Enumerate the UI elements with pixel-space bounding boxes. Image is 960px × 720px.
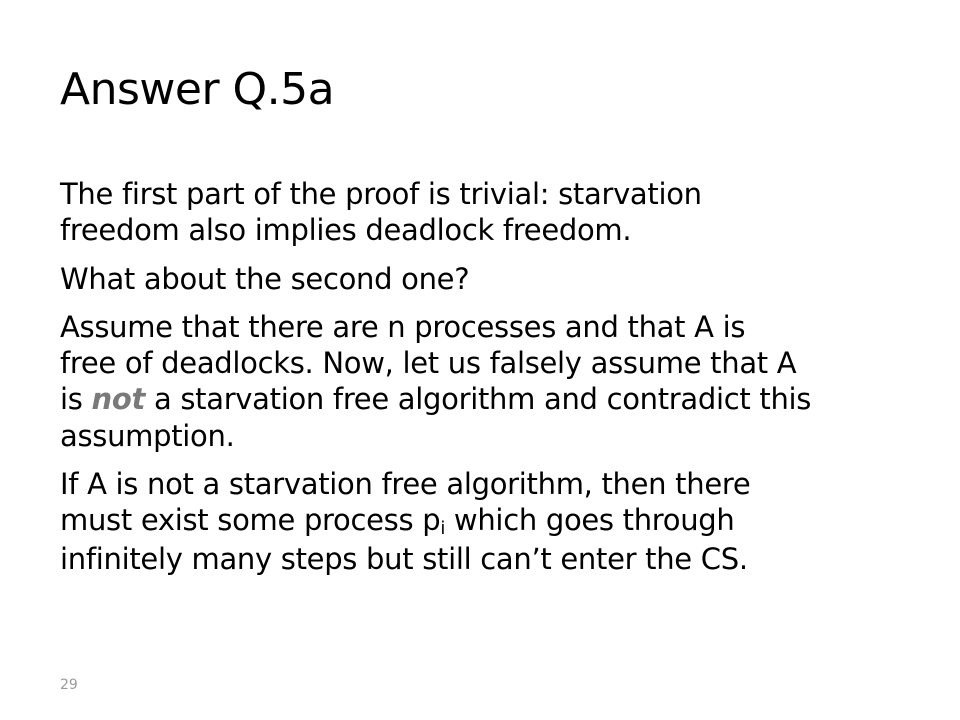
text-fragment: is (60, 382, 92, 417)
subscript: i (440, 518, 446, 539)
text-line: infinitely many steps but still can’t enter the CS. (60, 541, 748, 576)
text-fragment: which goes through (445, 503, 735, 537)
slide-title: Answer Q.5a (60, 64, 335, 115)
text-line: If A is not a starvation free algorithm, then there (60, 466, 751, 501)
text-line: freedom also implies deadlock freedom. (60, 213, 632, 248)
text-fragment: a starvation free algorithm and contradict this (145, 382, 812, 417)
emphasized-word: not (91, 382, 146, 417)
slide-number: 29 (60, 677, 78, 693)
text-line: assumption. (60, 418, 235, 453)
text-fragment: must exist some process p (60, 503, 441, 537)
text-line (60, 381, 920, 417)
paragraph-conclusion (60, 466, 920, 577)
slide-body (60, 176, 920, 589)
paragraph-question (60, 261, 920, 297)
paragraph-assumption (60, 309, 920, 454)
text-line: free of deadlocks. Now, let us falsely assume that A (60, 346, 797, 380)
text-line (60, 502, 920, 541)
text-line: The first part of the proof is trivial: starvation (60, 177, 702, 211)
text-line: What about the second one? (60, 261, 470, 296)
text-line: Assume that there are n processes and that A is (60, 309, 746, 344)
paragraph-intro (60, 176, 920, 249)
